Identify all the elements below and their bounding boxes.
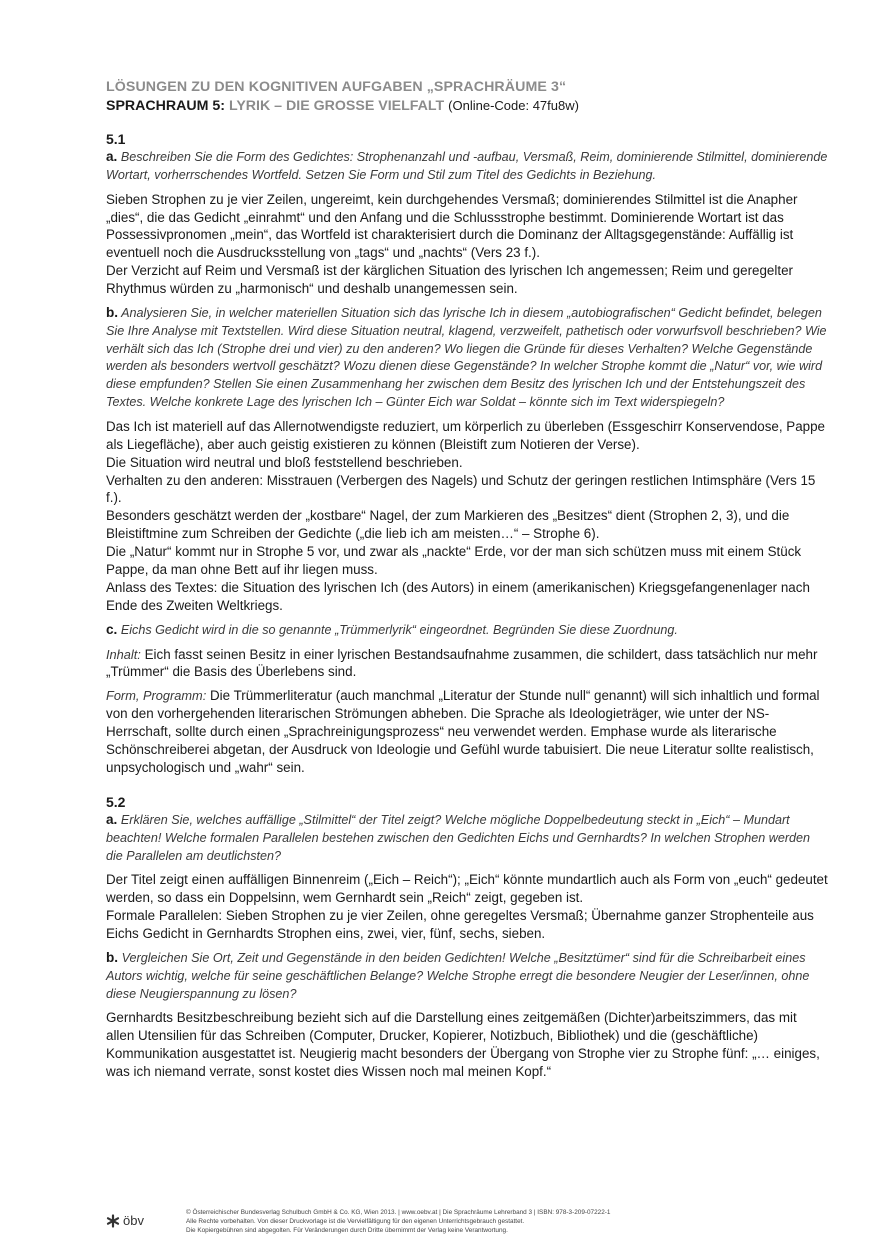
task-text: Eichs Gedicht wird in die so genannte „Trümmerlyrik“ eingeordnet. Begründen Sie diese Zuordnung.	[120, 622, 678, 637]
answer-line: Die Situation wird neutral und bloß feststellend beschrieben.	[106, 454, 463, 470]
task-text: Analysieren Sie, in welcher materiellen Situation sich das lyrische Ich in diesem „autobiografischen“ Gedicht befindet, belegen Sie Ihre Analyse mit Textstellen. Wird diese Situation neutral, klagend, verzweifelt, pathetisch oder vorwurfsvoll beschrieben? Wie verhält sich das Ich (Strophe drei und vier) zu den anderen? Wo liegen die Gründe für dieses Verhalten? Welche Gegenstände werden als besonders wertvoll geschätzt? Wozu dienen diese Gegenstände? In welcher Strophe kommt die „Natur“ vor, wie wird diese empfunden? Stellen Sie einen Zusammenhang her zwischen dem Besitz des lyrischen Ich und der Entstehungszeit des Textes. Welche konkrete Lage des lyrischen Ich – Günter Eich war Soldat – könnte sich im Text widerspiegeln?	[106, 306, 827, 410]
asterisk-icon	[106, 1214, 120, 1228]
answer-inline-label: Form, Programm:	[106, 688, 207, 704]
document-page	[106, 78, 828, 1087]
answer-text	[106, 418, 828, 615]
task-label: b.	[106, 949, 119, 965]
task-text: Vergleichen Sie Ort, Zeit und Gegenstände in den beiden Gedichten! Welche „Besitztümer“ sind für die Schreibarbeit eines Autors wichtig, welche für seine geschäftlichen Belange? Welche Strophe erregt die besondere Neugier der Leser/innen, ohne diese Neugierspannung zu lösen?	[106, 950, 810, 1001]
answer-line: Formale Parallelen: Sieben Strophen zu je vier Zeilen, ohne geregeltes Versmaß; Übernahme ganzer Strophenteile aus Eichs Gedicht in Gernhardts Strophen eins, zwei, vier, fünf, sechs, sieben.	[106, 908, 814, 942]
subtitle-topic: LYRIK – DIE GROSSE VIELFALT	[228, 98, 445, 114]
task-a	[106, 148, 828, 185]
answer-line: Das Ich ist materiell auf das Allernotwendigste reduziert, um körperlich zu überleben (Essgeschirr Konservendose, Pappe als Liegefläche), aber auch geistig existieren zu können (Bleistift zum Notieren der Verse).	[106, 418, 825, 452]
answer-line: Eich fasst seinen Besitz in einer lyrischen Bestandsaufnahme zusammen, die schildert, dass tatsächlich nur mehr „Trümmer“ die Basis des Überlebens sind.	[106, 646, 818, 680]
footer-line: Alle Rechte vorbehalten. Von dieser Druckvorlage ist die Vervielfältigung für den eigenen Unterrichtsgebrauch gestattet.	[186, 1218, 525, 1225]
answer-text	[106, 646, 828, 682]
copyright-text	[186, 1208, 610, 1235]
answer-line: Gernhardts Besitzbeschreibung bezieht sich auf die Darstellung eines zeitgemäßen (Dichter)arbeitszimmers, das mit allen Utensilien für das Schreiben (Computer, Drucker, Kopierer, Notizbuch, Bibliothek) und die (geschäftliche) Kommunikation ausgestattet ist. Neugierig macht besonders der Übergang von Strophe vier zu Strophe fünf: „… einiges, was ich niemand verrate, sonst kostet dies Wissen noch mal meinen Kopf.“	[106, 1010, 820, 1080]
task-label: c.	[106, 621, 118, 637]
online-code: (Online-Code: 47fu8w)	[448, 98, 579, 113]
task-text: Beschreiben Sie die Form des Gedichtes: Strophenanzahl und -aufbau, Versmaß, Reim, dominierende Stilmittel, dominierende Wortart, vorherrschendes Wortfeld. Setzen Sie Form und Stil zum Titel des Gedichts in Beziehung.	[106, 150, 828, 182]
task-label: a.	[106, 811, 118, 827]
footer-line: Die Kopiergebühren sind abgegolten. Für Veränderungen durch Dritte übernimmt der Verlag keine Verantwortung.	[186, 1227, 508, 1234]
publisher-logo	[106, 1213, 144, 1228]
answer-text	[106, 687, 828, 777]
answer-line: Der Verzicht auf Reim und Versmaß ist der kärglichen Situation des lyrischen Ich angemessen; Reim und geregelter Rhythmus würden zu „harmonisch“ und deshalb unangemessen sein.	[106, 263, 793, 297]
task-a	[106, 811, 828, 865]
answer-line: Die „Natur“ kommt nur in Strophe 5 vor, und zwar als „nackte“ Erde, vor der man sich schützen muss mit einem Stück Pappe, da man ohne Bett auf ihr liegen muss.	[106, 544, 802, 578]
answer-line: Verhalten zu den anderen: Misstrauen (Verbergen des Nagels) und Schutz der geringen restlichen Intimsphäre (Vers 15 f.).	[106, 472, 816, 506]
task-label: b.	[106, 305, 119, 321]
answer-inline-label: Inhalt:	[106, 646, 141, 662]
task-b	[106, 304, 828, 412]
section-number: 5.1	[106, 131, 126, 147]
answer-line: Anlass des Textes: die Situation des lyrischen Ich (des Autors) in einem (amerikanischen) Kriegsgefangenenlager nach Ende des Zweiten Weltkriegs.	[106, 579, 810, 613]
answer-line: Die Trümmerliteratur (auch manchmal „Literatur der Stunde null“ genannt) will sich inhaltlich und formal von den vorhergehenden literarischen Strömungen abheben. Die Sprache als Ideologieträger, wie unter der NS-Herrschaft, sollte durch einen „Sprachreinigungsprozess“ neu verwendet werden. Emphase wurde als literarische Schönschreiberei abgetan, der Ausdruck von Ideologie und Gefühl wurde tabuisiert. Die neue Literatur sollte realistisch, unpsychologisch und „wahr“ sein.	[106, 688, 820, 776]
task-text: Erklären Sie, welches auffällige „Stilmittel“ der Titel zeigt? Welche mögliche Doppelbedeutung steckt in „Eich“ – Mundart beachten! Welche formalen Parallelen bestehen zwischen den Gedichten Eichs und Gernhardts? In welchen Strophen werden die Parallelen am deutlichsten?	[106, 812, 811, 863]
section-number: 5.2	[106, 793, 126, 810]
page-subtitle	[106, 96, 828, 116]
answer-line: Der Titel zeigt einen auffälligen Binnenreim („Eich – Reich“); „Eich“ könnte mundartlich auch als Form von „euch“ gedeutet werden, so dass ein Doppelsinn, wem Gernhardt sein „Reich“ zeigt, gegeben ist.	[106, 872, 828, 906]
answer-line: Besonders geschätzt werden der „kostbare“ Nagel, der zum Markieren des „Besitzes“ dient (Strophen 2, 3), und die Bleistiftmine zum Schreiben der Gedichte („die lieb ich am meisten…“ – Strophe 6).	[106, 508, 790, 542]
answer-line: Sieben Strophen zu je vier Zeilen, ungereimt, kein durchgehendes Versmaß; dominierendes Stilmittel ist die Anapher „dies“, die das Gedicht „einrahmt“ und den Anfang und die Schlussstrophe bestimmt. Dominierende Wortart ist das Possessivpronomen „mein“, das Wortfeld ist charakterisiert durch die Dominanz der Alltagsgegenstände: Auffällig ist eventuell noch die Ausdrucksstellung von „tags“ und „nachts“ (Vers 23 f.).	[106, 191, 798, 261]
task-c	[106, 621, 828, 640]
logo-text: öbv	[123, 1213, 144, 1228]
task-b	[106, 949, 828, 1003]
answer-text	[106, 1009, 828, 1081]
answer-text	[106, 871, 828, 943]
footer-line: © Österreichischer Bundesverlag Schulbuch GmbH & Co. KG, Wien 2013. | www.oebv.at | Die Sprachräume Lehrerband 3 | ISBN: 978-3-209-07222-1	[186, 1209, 611, 1216]
subtitle-prefix: SPRACHRAUM 5:	[106, 98, 226, 114]
page-title: LÖSUNGEN ZU DEN KOGNITIVEN AUFGABEN „SPRACHRÄUME 3“	[106, 79, 567, 95]
answer-text	[106, 191, 828, 298]
task-label: a.	[106, 149, 118, 164]
